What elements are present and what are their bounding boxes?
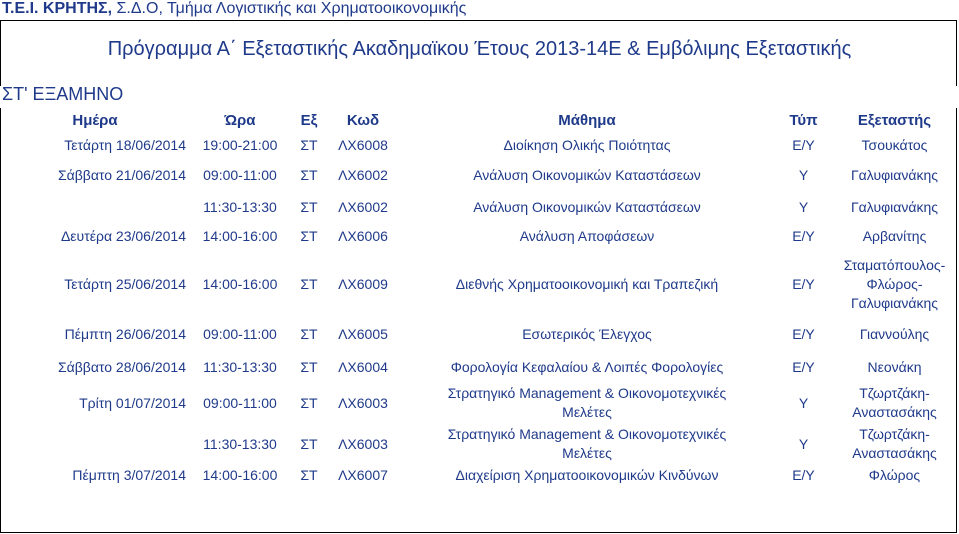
col-header-code: Κωδ	[346, 111, 380, 129]
cell-semester: ΣΤ	[300, 275, 318, 292]
cell-type: Υ	[798, 166, 809, 183]
cell-code: ΛΧ6009	[338, 275, 388, 292]
cell-day: Σάββατο 21/06/2014	[57, 166, 186, 183]
table-row	[0, 422, 958, 466]
cell-examiner: Σταματόπουλος-Φλώρος-Γαλυφιανάκης	[843, 256, 946, 311]
table-row	[0, 318, 958, 350]
cell-code: ΛΧ6006	[338, 227, 388, 244]
cell-type: Ε/Υ	[792, 136, 815, 153]
cell-code: ΛΧ6008	[338, 136, 388, 153]
cell-course: Διοίκηση Ολικής Ποιότητας	[503, 136, 671, 153]
cell-time: 09:00-11:00	[203, 325, 277, 342]
cell-course: Διαχείριση Χρηματοοικονομικών Κινδύνων	[455, 467, 719, 483]
cell-code: ΛΧ6005	[338, 325, 388, 342]
cell-day	[0, 422, 190, 466]
page-title: Πρόγραμμα Α΄ Εξεταστικής Ακαδημαϊκου Έτους 2013-14Ε & Εμβόλιμης Εξεταστικής	[107, 38, 852, 60]
cell-course: Φορολογία Κεφαλαίου & Λοιπές Φορολογίες	[450, 358, 724, 375]
cell-examiner: Αρβανίτης	[862, 227, 927, 244]
cell-day: Πέμπτη 26/06/2014	[64, 325, 186, 342]
cell-code: ΛΧ6002	[338, 198, 388, 215]
table-row	[0, 132, 958, 158]
table-header-row	[0, 108, 958, 132]
cell-semester: ΣΤ	[300, 227, 318, 244]
table-row	[0, 250, 958, 318]
cell-examiner: Φλώρος	[868, 467, 921, 483]
cell-day: Τρίτη 01/07/2014	[79, 394, 186, 411]
cell-day: Τετάρτη 25/06/2014	[64, 275, 186, 292]
cell-code: ΛΧ6003	[338, 435, 388, 452]
cell-semester: ΣΤ	[300, 166, 318, 183]
table-row	[0, 158, 958, 192]
cell-examiner: Τζωρτζάκη-Αναστασάκης	[852, 426, 937, 461]
cell-type: Υ	[798, 435, 809, 452]
cell-course: Ανάλυση Αποφάσεων	[519, 227, 655, 244]
cell-time: 09:00-11:00	[203, 166, 277, 183]
cell-course: Στρατηγικό Management & Οικονομοτεχνικές Μελέτες	[447, 426, 727, 461]
department-name: Σ.Δ.Ο, Τμήμα Λογιστικής και Χρηματοοικονομικής	[112, 0, 467, 17]
cell-semester: ΣΤ	[300, 325, 318, 342]
cell-course: Διεθνής Χρηματοοικονομική και Τραπεζική	[455, 275, 719, 292]
cell-time: 09:00-11:00	[203, 394, 277, 411]
table-row	[0, 222, 958, 250]
cell-semester: ΣΤ	[300, 198, 318, 215]
cell-time: 14:00-16:00	[202, 275, 278, 292]
semester-label: ΣΤ' ΕΞΑΜΗΝΟ	[2, 84, 124, 104]
cell-code: ΛΧ6003	[338, 394, 388, 411]
cell-time: 11:30-13:30	[203, 435, 277, 452]
cell-type: Ε/Υ	[792, 227, 815, 244]
col-header-day: Ημέρα	[72, 111, 118, 129]
cell-day: Σάββατο 28/06/2014	[57, 358, 186, 375]
col-header-examiner: Εξεταστής	[857, 111, 932, 129]
cell-day: Δευτέρα 23/06/2014	[60, 227, 186, 244]
col-header-semester: Εξ	[300, 111, 318, 129]
cell-course: Ανάλυση Οικονομικών Καταστάσεων	[473, 198, 701, 215]
cell-time: 11:30-13:30	[203, 198, 277, 215]
col-header-type: Τύπ	[789, 111, 818, 129]
cell-course: Στρατηγικό Management & Οικονομοτεχνικές Μελέτες	[447, 385, 727, 420]
cell-code: ΛΧ6002	[338, 166, 388, 183]
table-row	[0, 192, 958, 222]
cell-semester: ΣΤ	[300, 394, 318, 411]
cell-type: Ε/Υ	[792, 325, 815, 342]
cell-time: 19:00-21:00	[202, 136, 278, 153]
cell-day: Πέμπτη 3/07/2014	[72, 467, 186, 483]
institution-header	[2, 0, 466, 18]
table-row	[0, 466, 958, 485]
cell-course: Εσωτερικός Έλεγχος	[522, 325, 652, 342]
exam-schedule-table	[0, 108, 958, 485]
cell-type: Υ	[798, 198, 809, 215]
table-row	[0, 350, 958, 384]
cell-examiner: Τζωρτζάκη-Αναστασάκης	[852, 385, 937, 420]
col-header-course: Μάθημα	[558, 111, 616, 129]
cell-code: ΛΧ6004	[338, 358, 388, 375]
cell-code: ΛΧ6007	[338, 467, 388, 483]
cell-time: 14:00-16:00	[202, 227, 278, 244]
cell-type: Ε/Υ	[792, 275, 815, 292]
cell-examiner: Τσουκάτος	[861, 136, 928, 153]
cell-time: 11:30-13:30	[203, 358, 277, 375]
cell-day	[0, 192, 190, 222]
cell-course: Ανάλυση Οικονομικών Καταστάσεων	[473, 166, 701, 183]
cell-examiner: Νεονάκη	[867, 358, 922, 375]
cell-examiner: Γαλυφιανάκης	[850, 166, 939, 183]
cell-semester: ΣΤ	[300, 358, 318, 375]
cell-semester: ΣΤ	[300, 136, 318, 153]
cell-semester: ΣΤ	[300, 435, 318, 452]
table-row	[0, 384, 958, 422]
cell-type: Ε/Υ	[792, 467, 815, 483]
cell-type: Υ	[798, 394, 809, 411]
cell-type: Ε/Υ	[792, 358, 815, 375]
cell-semester: ΣΤ	[300, 467, 318, 483]
institution-name: Τ.Ε.Ι. ΚΡΗΤΗΣ,	[2, 0, 113, 17]
cell-day: Τετάρτη 18/06/2014	[64, 136, 186, 153]
cell-examiner: Γιαννούλης	[859, 325, 930, 342]
cell-examiner: Γαλυφιανάκης	[850, 198, 939, 215]
cell-time: 14:00-16:00	[202, 467, 278, 483]
col-header-time: Ώρα	[224, 111, 256, 129]
